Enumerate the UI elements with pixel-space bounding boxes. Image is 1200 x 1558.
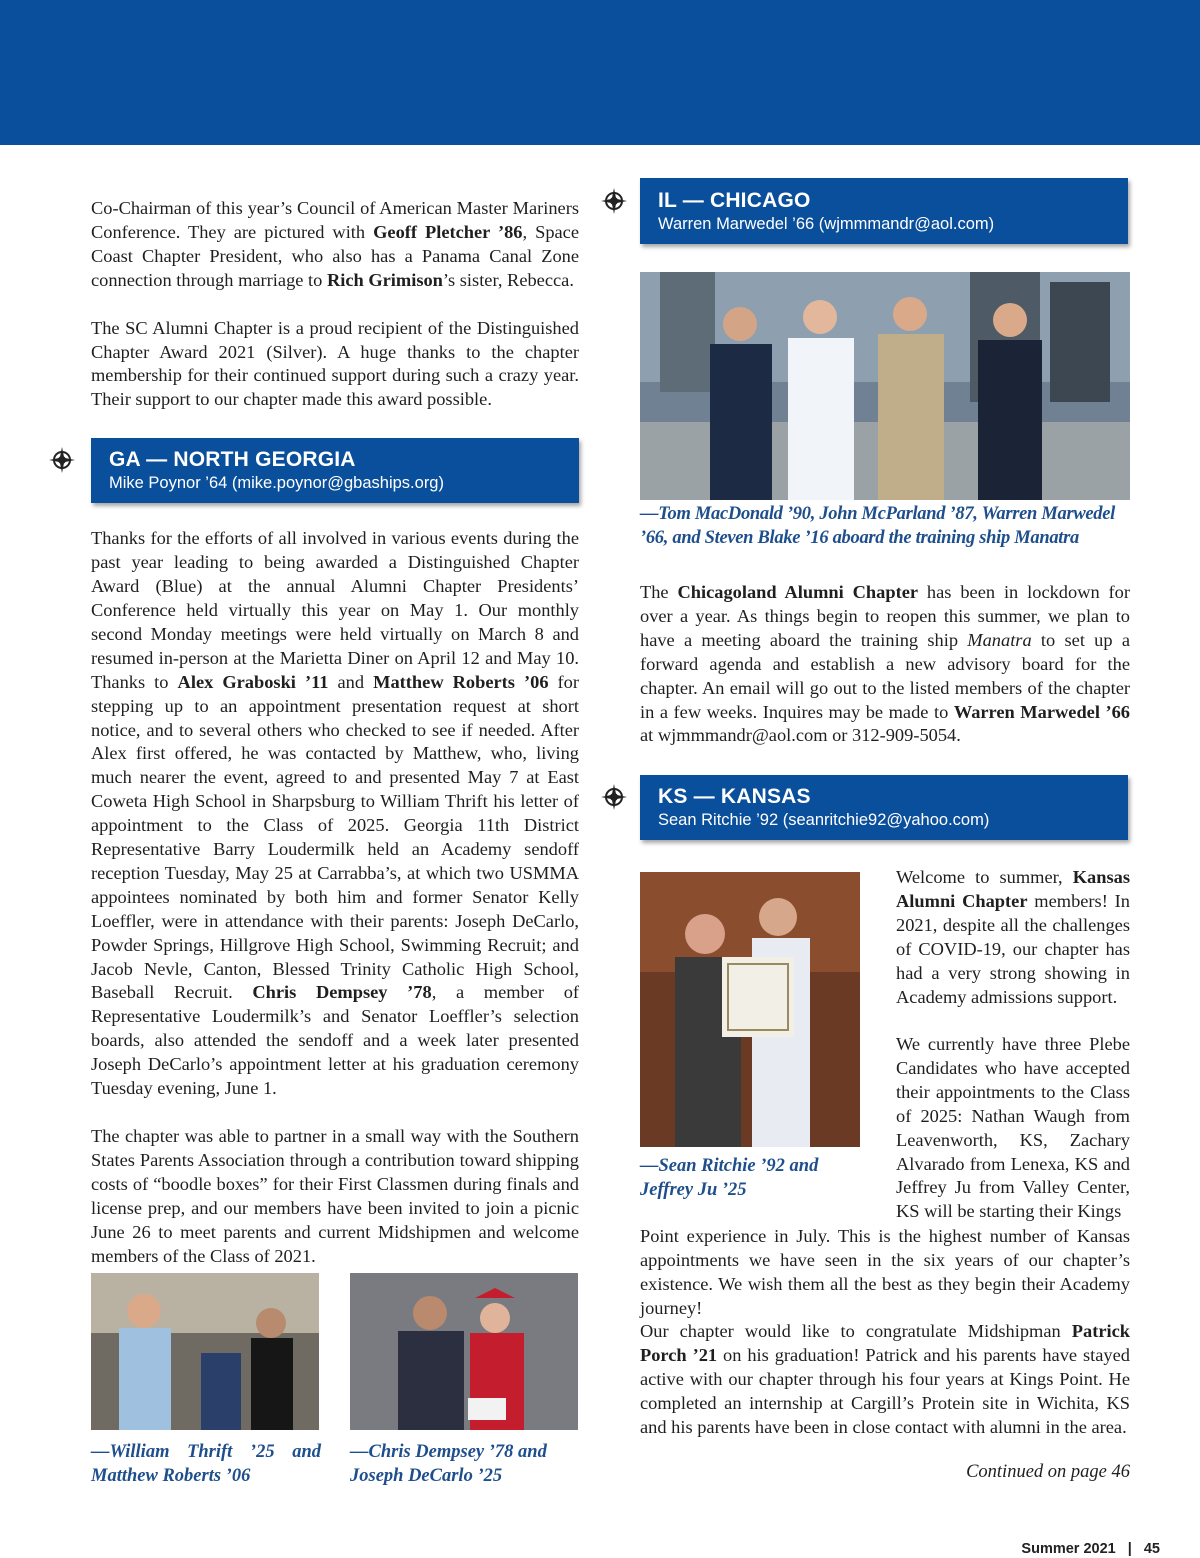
- caption-thrift-roberts: —William Thrift ’25 and Matthew Roberts ’06: [91, 1442, 321, 1486]
- il-paragraph: The Chicagoland Alumni Chapter has been in lockdown for over a year. As things begin to reopen this summer, we plan to have a meeting aboard the training ship Manatra to set up a forward agenda and establish a new advisory board for the chapter. An email will go out to the listed members of the chapter in a few weeks. Inquires may be made to Warren Marwedel ’66 at wjmmmandr@aol.com or 312-909-5054.: [640, 582, 1131, 746]
- compass-icon: [601, 784, 627, 810]
- sc-paragraph-1: Co-Chairman of this year’s Council of American Master Mariners Conference. They are pictured with Geoff Pletcher ’86, Space Coast Chapter President, who also has a Panama Canal Zone connection through marriage to Rich Grimison’s sister, Rebecca.: [91, 198, 580, 290]
- il-section-header: [640, 178, 1128, 244]
- ks-paragraph-2-continued: Point experience in July. This is the highest number of Kansas appointments we have seen in the six years of our chapter’s existence. We wish them all the best as they begin their Academy journey!: [640, 1226, 1130, 1318]
- ga-paragraph-1: Thanks for the efforts of all involved in various events during the past year leading to being awarded a Distinguished Chapter Award (Blue) at the annual Alumni Chapter Presidents’ Conference held virtually this year on May 1. Our monthly second Monday meetings were held virtually on March 8 and resumed in-person at the Marietta Diner on April 12 and May 10. Thanks to Alex Graboski ’11 and Matthew Roberts ’06 for stepping up to an appointment presentation request at short notice, and to several others who checked to see if needed. After Alex first offered, he was contacted by Matthew, who, living much nearer the event, agreed to and presented May 7 at East Coweta High School in Sharpsburg to William Thrift his letter of appointment to the Class of 2025. Georgia 11th District Representative Barry Loudermilk held an Academy sendoff reception Tuesday, May 25 at Carrabba’s, at which two USMMA appointees nominated by both him and former Senator Kelly Loeffler, were in attendance with their parents: Joseph DeCarlo, Powder Springs, Hillgrove High School, Swimming Recruit; and Jacob Nevle, Canton, Blessed Trinity Catholic High School, Baseball Recruit. Chris Dempsey ’78, a member of Representative Loudermilk’s and Senator Loeffler’s selection boards, also attended the sendoff and a week later presented Joseph DeCarlo’s appointment letter at his graduation ceremony Tuesday evening, June 1.: [91, 528, 580, 1099]
- ga-section-title: GA — NORTH GEORGIA: [109, 448, 356, 472]
- right-column: [640, 178, 1130, 244]
- caption-kansas: —Sean Ritchie ’92 and Jeffrey Ju ’25: [640, 1156, 819, 1200]
- issue-label: Summer 2021: [1021, 1541, 1116, 1557]
- compass-icon: [601, 188, 627, 214]
- photo-chicago-manatra: [640, 272, 1130, 500]
- caption-chicago: —Tom MacDonald ’90, John McParland ’87, Warren Marwedel ’66, and Steven Blake ’16 aboard the training ship Manatra: [640, 504, 1115, 548]
- photo-dempsey-decarlo: [350, 1273, 578, 1430]
- caption-dempsey-decarlo: —Chris Dempsey ’78 and Joseph DeCarlo ’25: [350, 1442, 547, 1486]
- sc-paragraph-2: The SC Alumni Chapter is a proud recipient of the Distinguished Chapter Award 2021 (Silver). A huge thanks to the chapter membership for their continued support during such a crazy year. Their support to our chapter made this award possible.: [91, 317, 579, 410]
- ga-section-header: [91, 438, 579, 503]
- header-band: [0, 0, 1200, 145]
- ks-section-header: [640, 775, 1128, 840]
- ga-paragraph-2: The chapter was able to partner in a small way with the Southern States Parents Association through a contribution toward shipping costs of “boodle boxes” for their First Classmen during finals and license prep, and our members have been invited to join a picnic June 26 to meet parents and current Midshipmen and welcome members of the Class of 2021.: [91, 1126, 579, 1266]
- il-section-title: IL — CHICAGO: [658, 189, 811, 212]
- photo-thrift-roberts: [91, 1273, 319, 1430]
- page-footer: [1010, 1541, 1160, 1557]
- compass-icon: [49, 447, 75, 473]
- il-section-contact: Warren Marwedel ’66 (wjmmmandr@aol.com): [658, 215, 995, 233]
- ks-paragraph-3: Our chapter would like to congratulate Midshipman Patrick Porch ’21 on his graduation! Patrick and his parents have stayed active with our chapter through his four years at Kings Point. He completed an internship at Cargill’s Protein site in Wichita, KS and his parents have been in close contact with alumni in the area.: [640, 1321, 1130, 1437]
- ks-section-contact: Sean Ritchie ’92 (seanritchie92@yahoo.com): [658, 811, 990, 829]
- ks-paragraph-1: Welcome to summer, Kansas Alumni Chapter members! In 2021, despite all the challenges of COVID-19, our chapter has had a very strong showing in Academy admissions support.: [896, 867, 1130, 1007]
- ga-section-contact: Mike Poynor ’64 (mike.poynor@gbaships.org): [109, 474, 444, 493]
- footer-separator: |: [1127, 1541, 1132, 1557]
- ks-paragraph-2: We currently have three Plebe Candidates who have accepted their appointments to the Class of 2025: Nathan Waugh from Leavenworth, KS, Zachary Alvarado from Lenexa, KS and Jeffrey Ju from Valley Center, KS will be starting their Kings: [896, 1034, 1130, 1222]
- left-column: [91, 197, 579, 1268]
- ks-section-title: KS — KANSAS: [658, 785, 811, 808]
- continued-note: Continued on page 46: [966, 1462, 1130, 1482]
- photo-ritchie-ju: [640, 872, 860, 1147]
- page-number: 45: [1143, 1541, 1160, 1557]
